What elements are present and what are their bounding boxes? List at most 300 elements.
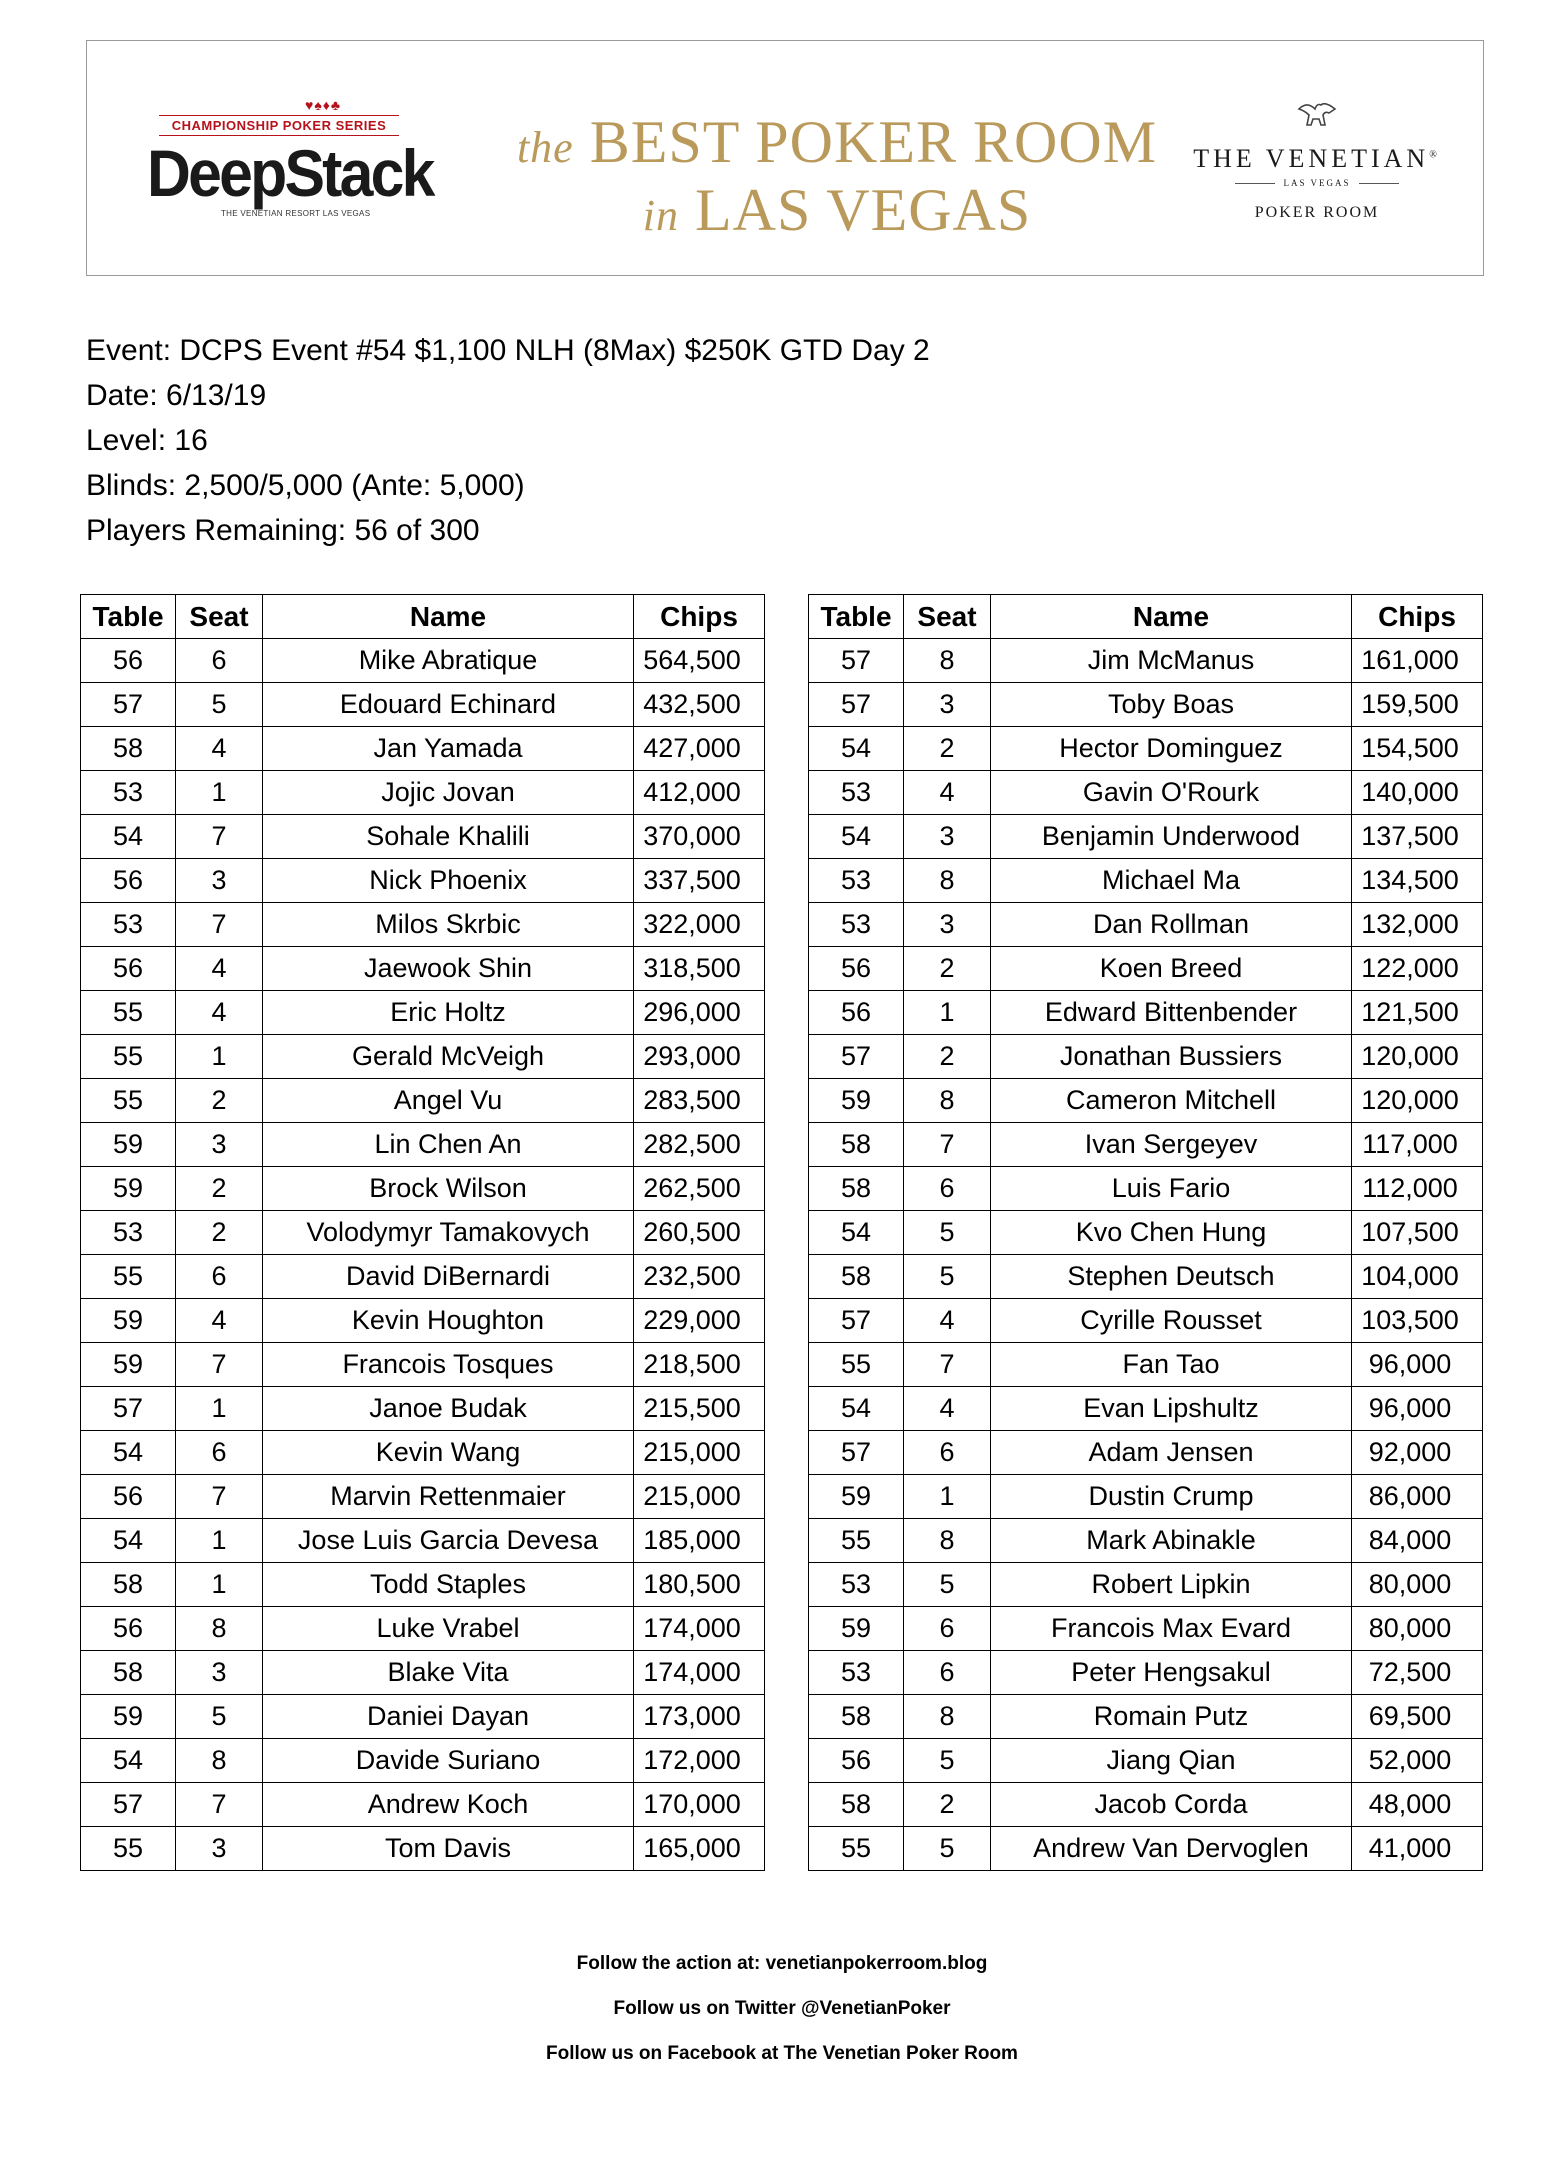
table-cell: 57 [81, 1783, 176, 1827]
table-row [81, 1299, 765, 1343]
name-cell: Peter Hengsakul [991, 1651, 1352, 1695]
seat-cell: 6 [904, 1651, 991, 1695]
seat-cell: 3 [176, 1123, 263, 1167]
table-cell: 53 [81, 1211, 176, 1255]
name-cell: Cameron Mitchell [991, 1079, 1352, 1123]
seat-cell: 8 [176, 1607, 263, 1651]
event-line: Event: DCPS Event #54 $1,100 NLH (8Max) $250K GTD Day 2 [86, 334, 930, 367]
table-row [81, 991, 765, 1035]
table-row [809, 1255, 1483, 1299]
seat-cell: 4 [904, 771, 991, 815]
table-row [809, 1695, 1483, 1739]
table-cell: 56 [809, 1739, 904, 1783]
name-cell: Milos Skrbic [263, 903, 634, 947]
chips-cell: 132,000 [1352, 903, 1483, 947]
name-cell: Michael Ma [991, 859, 1352, 903]
name-cell: Jan Yamada [263, 727, 634, 771]
chips-cell: 412,000 [634, 771, 765, 815]
table-row [809, 1035, 1483, 1079]
seat-cell: 1 [176, 1035, 263, 1079]
seat-cell: 3 [176, 859, 263, 903]
chips-cell: 282,500 [634, 1123, 765, 1167]
table-cell: 55 [81, 1255, 176, 1299]
seat-cell: 1 [904, 1475, 991, 1519]
chips-cell: 84,000 [1352, 1519, 1483, 1563]
logo-brand-name: DeepStack [147, 136, 433, 210]
table-row [81, 639, 765, 683]
table-row [809, 1519, 1483, 1563]
chips-cell: 170,000 [634, 1783, 765, 1827]
table-row [809, 1827, 1483, 1871]
seat-cell: 7 [176, 1783, 263, 1827]
chips-cell: 107,500 [1352, 1211, 1483, 1255]
seat-cell: 4 [176, 991, 263, 1035]
table-row [809, 1739, 1483, 1783]
seat-cell: 3 [904, 815, 991, 859]
seat-cell: 5 [176, 1695, 263, 1739]
table-row [81, 1475, 765, 1519]
name-cell: Francois Max Evard [991, 1607, 1352, 1651]
players-line: Players Remaining: 56 of 300 [86, 514, 480, 547]
name-cell: Davide Suriano [263, 1739, 634, 1783]
table-row [809, 1123, 1483, 1167]
table-row [81, 1079, 765, 1123]
chips-cell: 121,500 [1352, 991, 1483, 1035]
name-cell: Cyrille Rousset [991, 1299, 1352, 1343]
chips-cell: 318,500 [634, 947, 765, 991]
table-row [809, 1079, 1483, 1123]
table-row [809, 1783, 1483, 1827]
seat-cell: 2 [904, 1035, 991, 1079]
table-row [81, 1035, 765, 1079]
table-row [809, 1475, 1483, 1519]
chips-cell: 262,500 [634, 1167, 765, 1211]
chips-cell: 122,000 [1352, 947, 1483, 991]
table-cell: 56 [81, 639, 176, 683]
table-cell: 59 [809, 1607, 904, 1651]
chips-cell: 41,000 [1352, 1827, 1483, 1871]
chips-cell: 80,000 [1352, 1563, 1483, 1607]
table-cell: 58 [809, 1783, 904, 1827]
name-cell: Janoe Budak [263, 1387, 634, 1431]
seat-cell: 4 [176, 947, 263, 991]
seat-cell: 8 [904, 1519, 991, 1563]
seat-cell: 7 [904, 1343, 991, 1387]
chips-cell: 48,000 [1352, 1783, 1483, 1827]
table-row [81, 727, 765, 771]
name-cell: Romain Putz [991, 1695, 1352, 1739]
chips-cell: 174,000 [634, 1651, 765, 1695]
table-cell: 59 [81, 1343, 176, 1387]
tagline-main-2: LAS VEGAS [694, 177, 1032, 243]
name-cell: Marvin Rettenmaier [263, 1475, 634, 1519]
chips-cell: 92,000 [1352, 1431, 1483, 1475]
table-row [809, 991, 1483, 1035]
name-cell: Stephen Deutsch [991, 1255, 1352, 1299]
seat-cell: 1 [176, 771, 263, 815]
name-cell: David DiBernardi [263, 1255, 634, 1299]
chips-cell: 52,000 [1352, 1739, 1483, 1783]
blinds-line: Blinds: 2,500/5,000 (Ante: 5,000) [86, 469, 525, 502]
name-cell: Tom Davis [263, 1827, 634, 1871]
table-cell: 55 [81, 1035, 176, 1079]
seat-cell: 6 [904, 1167, 991, 1211]
table-row [81, 683, 765, 727]
chips-cell: 120,000 [1352, 1035, 1483, 1079]
chips-cell: 103,500 [1352, 1299, 1483, 1343]
chips-cell: 165,000 [634, 1827, 765, 1871]
chips-cell: 215,500 [634, 1387, 765, 1431]
seat-cell: 4 [904, 1299, 991, 1343]
venetian-logo [1167, 99, 1467, 229]
chips-cell: 180,500 [634, 1563, 765, 1607]
name-cell: Brock Wilson [263, 1167, 634, 1211]
chips-cell: 370,000 [634, 815, 765, 859]
chips-cell: 120,000 [1352, 1079, 1483, 1123]
chips-cell: 185,000 [634, 1519, 765, 1563]
table-cell: 57 [809, 1431, 904, 1475]
seat-cell: 8 [904, 1695, 991, 1739]
name-cell: Kevin Houghton [263, 1299, 634, 1343]
name-cell: Volodymyr Tamakovych [263, 1211, 634, 1255]
table-row [81, 815, 765, 859]
seat-cell: 7 [176, 815, 263, 859]
seat-cell: 8 [904, 859, 991, 903]
seat-cell: 4 [176, 1299, 263, 1343]
name-cell: Blake Vita [263, 1651, 634, 1695]
table-row [809, 639, 1483, 683]
name-cell: Daniei Dayan [263, 1695, 634, 1739]
table-cell: 59 [809, 1475, 904, 1519]
name-cell: Andrew Koch [263, 1783, 634, 1827]
seat-cell: 2 [904, 1783, 991, 1827]
name-cell: Mike Abratique [263, 639, 634, 683]
table-row [809, 1211, 1483, 1255]
seat-cell: 6 [176, 639, 263, 683]
seat-cell: 6 [176, 1255, 263, 1299]
table-row [809, 1343, 1483, 1387]
table-cell: 57 [809, 1299, 904, 1343]
venetian-city: LAS VEGAS [1167, 178, 1467, 188]
chips-cell: 137,500 [1352, 815, 1483, 859]
chips-cell: 215,000 [634, 1431, 765, 1475]
seat-cell: 3 [176, 1651, 263, 1695]
name-cell: Andrew Van Dervoglen [991, 1827, 1352, 1871]
table-cell: 53 [809, 1563, 904, 1607]
chips-cell: 96,000 [1352, 1387, 1483, 1431]
seat-cell: 3 [176, 1827, 263, 1871]
table-row [81, 1827, 765, 1871]
seat-cell: 1 [176, 1519, 263, 1563]
chip-counts-table-right [808, 594, 1483, 1871]
header-banner [86, 40, 1484, 276]
seat-cell: 3 [904, 903, 991, 947]
seat-cell: 2 [176, 1167, 263, 1211]
footer-twitter: Follow us on Twitter @VenetianPoker [613, 1998, 951, 2019]
chips-cell: 172,000 [634, 1739, 765, 1783]
chips-cell: 173,000 [634, 1695, 765, 1739]
table-row [81, 1343, 765, 1387]
seat-cell: 3 [904, 683, 991, 727]
seat-cell: 7 [176, 1343, 263, 1387]
name-cell: Adam Jensen [991, 1431, 1352, 1475]
table-header-row [81, 595, 765, 639]
chips-cell: 322,000 [634, 903, 765, 947]
name-cell: Nick Phoenix [263, 859, 634, 903]
name-cell: Benjamin Underwood [991, 815, 1352, 859]
table-row [81, 1519, 765, 1563]
table-row [81, 1211, 765, 1255]
name-cell: Evan Lipshultz [991, 1387, 1352, 1431]
name-cell: Jaewook Shin [263, 947, 634, 991]
chips-cell: 154,500 [1352, 727, 1483, 771]
name-cell: Angel Vu [263, 1079, 634, 1123]
name-cell: Kevin Wang [263, 1431, 634, 1475]
suits-icon: ♥♠♦♣ [305, 97, 342, 113]
table-cell: 54 [809, 1387, 904, 1431]
seat-cell: 6 [904, 1607, 991, 1651]
table-row [809, 1299, 1483, 1343]
name-cell: Lin Chen An [263, 1123, 634, 1167]
table-cell: 56 [809, 991, 904, 1035]
name-cell: Edward Bittenbender [991, 991, 1352, 1035]
table-cell: 53 [809, 859, 904, 903]
seat-cell: 8 [176, 1739, 263, 1783]
level-line: Level: 16 [86, 424, 208, 457]
name-cell: Dan Rollman [991, 903, 1352, 947]
chips-cell: 229,000 [634, 1299, 765, 1343]
seat-cell: 6 [176, 1431, 263, 1475]
seat-cell: 1 [176, 1387, 263, 1431]
seat-cell: 5 [904, 1739, 991, 1783]
logo-subtitle: THE VENETIAN RESORT LAS VEGAS [221, 209, 371, 218]
table-row [81, 1739, 765, 1783]
event-info [86, 328, 930, 553]
table-row [81, 1651, 765, 1695]
name-cell: Koen Breed [991, 947, 1352, 991]
table-cell: 56 [81, 859, 176, 903]
seat-cell: 5 [904, 1211, 991, 1255]
table-row [81, 859, 765, 903]
table-cell: 58 [809, 1695, 904, 1739]
name-cell: Jose Luis Garcia Devesa [263, 1519, 634, 1563]
chips-cell: 112,000 [1352, 1167, 1483, 1211]
header-seat: Seat [176, 595, 263, 639]
table-cell: 54 [81, 815, 176, 859]
table-cell: 54 [81, 1519, 176, 1563]
venetian-name: THE VENETIAN [1193, 144, 1430, 173]
table-cell: 57 [809, 639, 904, 683]
name-cell: Mark Abinakle [991, 1519, 1352, 1563]
table-cell: 54 [809, 727, 904, 771]
table-row [809, 1431, 1483, 1475]
footer-blog: Follow the action at: venetianpokerroom.blog [576, 1953, 988, 1974]
chips-cell: 337,500 [634, 859, 765, 903]
name-cell: Kvo Chen Hung [991, 1211, 1352, 1255]
table-row [81, 1167, 765, 1211]
banner-tagline [457, 111, 1217, 247]
seat-cell: 2 [904, 727, 991, 771]
table-row [809, 815, 1483, 859]
table-row [809, 1563, 1483, 1607]
table-cell: 59 [81, 1299, 176, 1343]
seat-cell: 8 [904, 1079, 991, 1123]
header-table: Table [809, 595, 904, 639]
footer-facebook: Follow us on Facebook at The Venetian Poker Room [546, 2043, 1018, 2064]
table-row [809, 947, 1483, 991]
table-cell: 55 [809, 1519, 904, 1563]
seat-cell: 5 [176, 683, 263, 727]
table-cell: 59 [809, 1079, 904, 1123]
seat-cell: 4 [176, 727, 263, 771]
seat-cell: 2 [176, 1211, 263, 1255]
name-cell: Todd Staples [263, 1563, 634, 1607]
table-cell: 56 [81, 1475, 176, 1519]
table-row [81, 1123, 765, 1167]
table-cell: 56 [81, 1607, 176, 1651]
chip-counts-table-left [80, 594, 765, 1871]
table-cell: 53 [81, 903, 176, 947]
name-cell: Gerald McVeigh [263, 1035, 634, 1079]
table-row [809, 1167, 1483, 1211]
name-cell: Luke Vrabel [263, 1607, 634, 1651]
table-row [81, 1783, 765, 1827]
table-cell: 57 [809, 683, 904, 727]
tagline-prefix-2: in [642, 191, 679, 240]
header-chips: Chips [1352, 595, 1483, 639]
seat-cell: 5 [904, 1255, 991, 1299]
name-cell: Toby Boas [991, 683, 1352, 727]
chips-cell: 104,000 [1352, 1255, 1483, 1299]
date-line: Date: 6/13/19 [86, 379, 267, 412]
table-cell: 58 [81, 1563, 176, 1607]
table-row [809, 771, 1483, 815]
seat-cell: 2 [904, 947, 991, 991]
table-row [81, 1387, 765, 1431]
seat-cell: 7 [176, 1475, 263, 1519]
table-row [81, 1695, 765, 1739]
name-cell: Sohale Khalili [263, 815, 634, 859]
chips-cell: 174,000 [634, 1607, 765, 1651]
name-cell: Edouard Echinard [263, 683, 634, 727]
chips-cell: 232,500 [634, 1255, 765, 1299]
table-cell: 58 [809, 1255, 904, 1299]
table-cell: 55 [81, 1827, 176, 1871]
chips-cell: 72,500 [1352, 1651, 1483, 1695]
table-row [809, 1607, 1483, 1651]
table-row [81, 771, 765, 815]
table-cell: 54 [81, 1431, 176, 1475]
name-cell: Dustin Crump [991, 1475, 1352, 1519]
name-cell: Jojic Jovan [263, 771, 634, 815]
table-header-row [809, 595, 1483, 639]
chips-cell: 117,000 [1352, 1123, 1483, 1167]
chips-cell: 293,000 [634, 1035, 765, 1079]
chips-cell: 215,000 [634, 1475, 765, 1519]
header-chips: Chips [634, 595, 765, 639]
seat-cell: 8 [904, 639, 991, 683]
chips-cell: 260,500 [634, 1211, 765, 1255]
chips-cell: 161,000 [1352, 639, 1483, 683]
seat-cell: 1 [176, 1563, 263, 1607]
name-cell: Luis Fario [991, 1167, 1352, 1211]
name-cell: Jacob Corda [991, 1783, 1352, 1827]
header-name: Name [263, 595, 634, 639]
chips-cell: 134,500 [1352, 859, 1483, 903]
table-row [81, 1607, 765, 1651]
table-row [81, 1563, 765, 1607]
table-cell: 58 [81, 1651, 176, 1695]
chips-cell: 218,500 [634, 1343, 765, 1387]
chips-cell: 283,500 [634, 1079, 765, 1123]
table-cell: 59 [81, 1123, 176, 1167]
table-row [81, 1255, 765, 1299]
name-cell: Fan Tao [991, 1343, 1352, 1387]
table-row [81, 903, 765, 947]
table-row [809, 859, 1483, 903]
table-row [809, 683, 1483, 727]
table-cell: 55 [809, 1827, 904, 1871]
table-row [81, 947, 765, 991]
header-name: Name [991, 595, 1352, 639]
deepstack-logo [141, 97, 433, 218]
table-cell: 56 [81, 947, 176, 991]
chips-cell: 296,000 [634, 991, 765, 1035]
chips-cell: 69,500 [1352, 1695, 1483, 1739]
name-cell: Jiang Qian [991, 1739, 1352, 1783]
seat-cell: 7 [176, 903, 263, 947]
seat-cell: 6 [904, 1431, 991, 1475]
logo-series-text: CHAMPIONSHIP POKER SERIES [159, 115, 399, 136]
chips-cell: 86,000 [1352, 1475, 1483, 1519]
name-cell: Jonathan Bussiers [991, 1035, 1352, 1079]
chips-cell: 427,000 [634, 727, 765, 771]
seat-cell: 4 [904, 1387, 991, 1431]
header-table: Table [81, 595, 176, 639]
table-row [809, 727, 1483, 771]
winged-lion-icon [1167, 99, 1467, 140]
table-cell: 54 [809, 815, 904, 859]
registered-mark: ® [1429, 149, 1441, 161]
name-cell: Eric Holtz [263, 991, 634, 1035]
table-cell: 53 [809, 1651, 904, 1695]
seat-cell: 5 [904, 1827, 991, 1871]
name-cell: Hector Dominguez [991, 727, 1352, 771]
table-row [809, 1651, 1483, 1695]
chips-cell: 140,000 [1352, 771, 1483, 815]
table-cell: 59 [81, 1695, 176, 1739]
chips-cell: 432,500 [634, 683, 765, 727]
seat-cell: 1 [904, 991, 991, 1035]
name-cell: Robert Lipkin [991, 1563, 1352, 1607]
table-row [81, 1431, 765, 1475]
table-cell: 58 [81, 727, 176, 771]
tagline-main-1: BEST POKER ROOM [589, 109, 1158, 175]
table-cell: 53 [81, 771, 176, 815]
chips-cell: 80,000 [1352, 1607, 1483, 1651]
table-cell: 54 [81, 1739, 176, 1783]
chips-cell: 159,500 [1352, 683, 1483, 727]
table-cell: 56 [809, 947, 904, 991]
name-cell: Gavin O'Rourk [991, 771, 1352, 815]
seat-cell: 2 [176, 1079, 263, 1123]
table-cell: 57 [809, 1035, 904, 1079]
table-cell: 55 [81, 991, 176, 1035]
chips-cell: 96,000 [1352, 1343, 1483, 1387]
seat-cell: 5 [904, 1563, 991, 1607]
table-cell: 54 [809, 1211, 904, 1255]
table-cell: 58 [809, 1123, 904, 1167]
